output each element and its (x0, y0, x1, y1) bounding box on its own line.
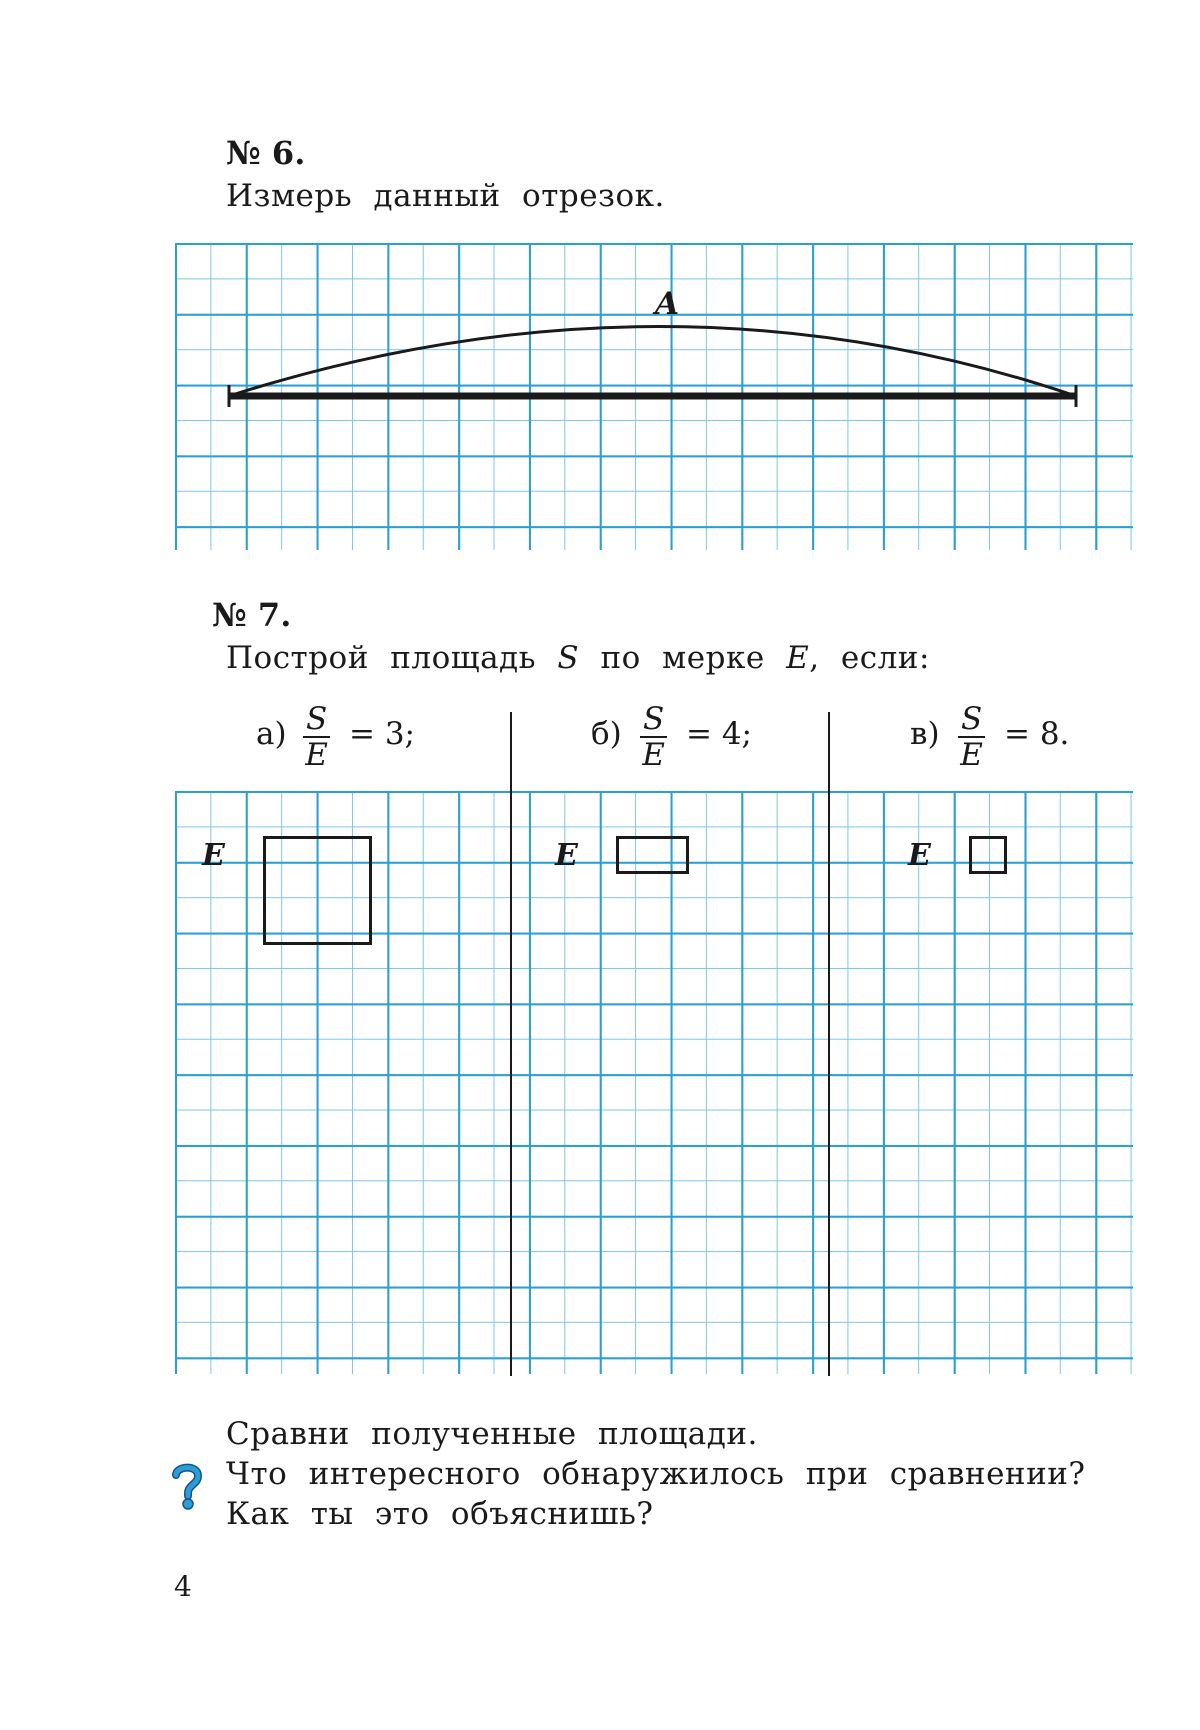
part-b-letter: б) (591, 716, 622, 752)
part-a-e-label: E (202, 838, 225, 873)
part-a-fraction: $\frac{S}{E}$ (303, 702, 330, 772)
task-6-number: № 6. (226, 134, 306, 172)
part-a-value: = 3; (349, 716, 415, 752)
task-6-text: Измерь данный отрезок. (226, 178, 665, 214)
arc-a (229, 327, 1076, 397)
arc-label-a: A (655, 286, 680, 322)
question-mark-icon (170, 1462, 204, 1510)
page-number: 4 (174, 1570, 192, 1603)
part-b-fraction: $\frac{S}{E}$ (640, 702, 667, 772)
part-c-letter: в) (910, 716, 940, 752)
question-line-2: Что интересного обнаружилось при сравнении? (226, 1456, 1086, 1492)
question-line-3: Как ты это объяснишь? (226, 1496, 654, 1532)
part-c-e-label: E (908, 838, 931, 873)
part-a-letter: а) (256, 716, 287, 752)
task-6-drawing (0, 0, 1200, 600)
grid-divider-right (828, 712, 830, 1376)
part-c-fraction: $\frac{S}{E}$ (958, 702, 985, 772)
question-line-1: Сравни полученные площади. (226, 1416, 758, 1452)
part-a-unit-square (263, 836, 372, 945)
part-b-value: = 4; (686, 716, 752, 752)
part-b-e-label: E (555, 838, 578, 873)
part-c-unit-square (969, 836, 1007, 874)
task-7-text: Построй площадь S по мерке E, если: (226, 640, 930, 676)
part-b-unit-rectangle (616, 836, 689, 874)
grid-divider-left (510, 712, 512, 1376)
part-c-value: = 8. (1004, 716, 1070, 752)
task-7-number: № 7. (212, 596, 292, 634)
